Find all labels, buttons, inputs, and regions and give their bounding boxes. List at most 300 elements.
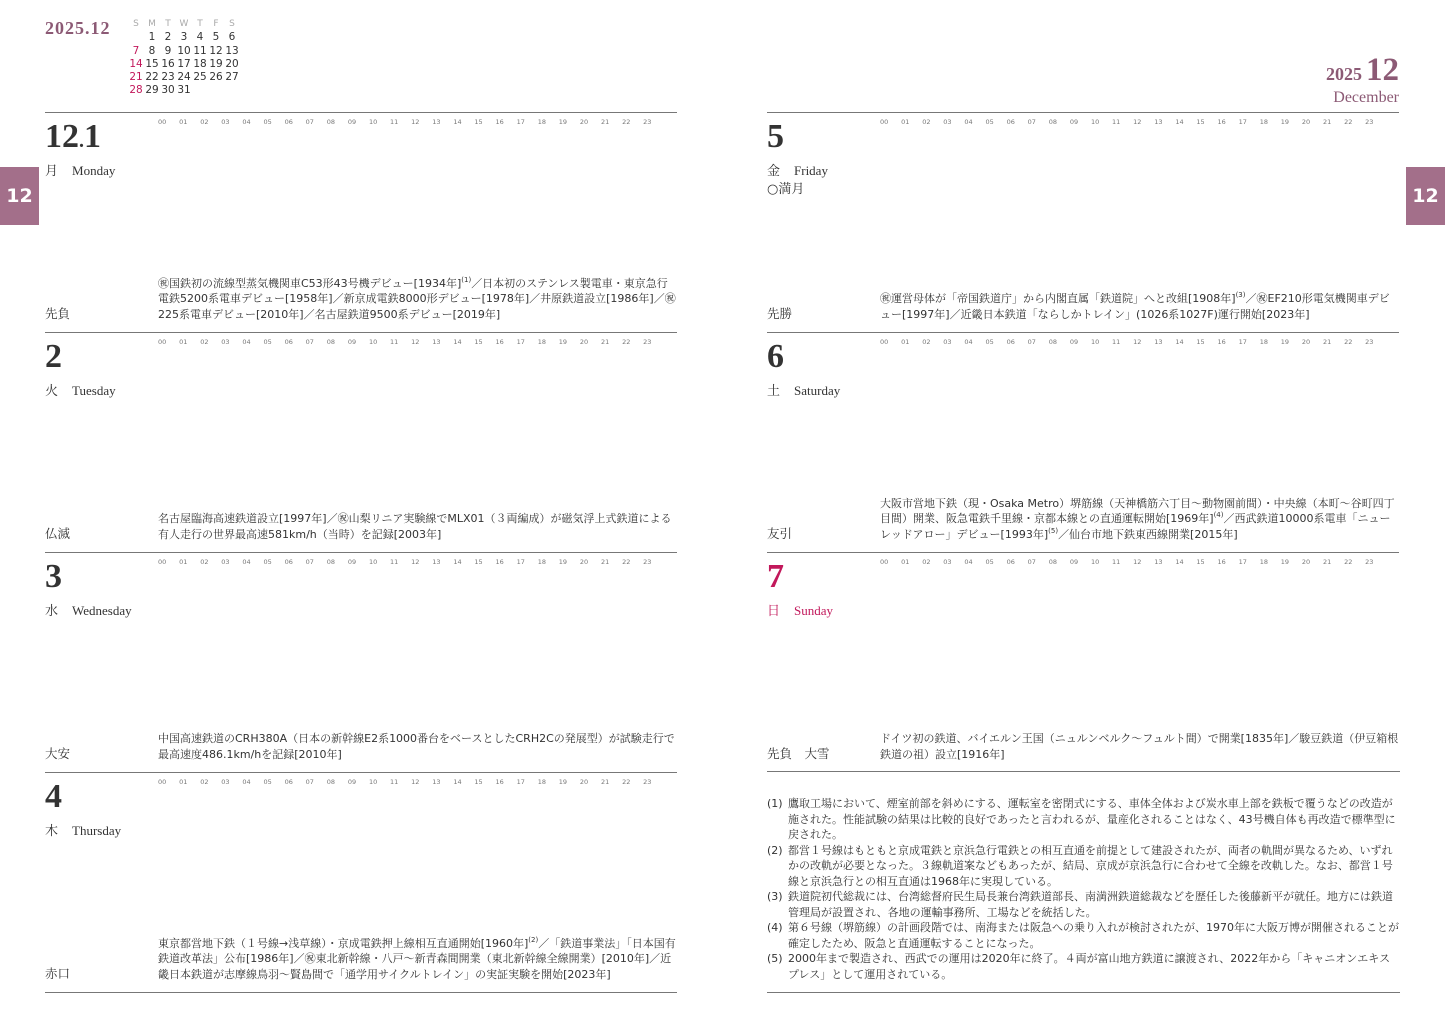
hour-tick-label: 20 [1301, 338, 1311, 346]
entry-text: ドイツ初の鉄道、バイエルン王国（ニュルンベルク〜フュルト間）で開業[1835年]／駿豆鉄道（伊豆箱根鉄道の祖）設立[1916年] [880, 732, 1399, 761]
weekday [45, 160, 115, 179]
mini-calendar-date[interactable]: 29 [145, 84, 159, 97]
bottom-rule-right [767, 992, 1400, 993]
hour-tick-label: 16 [1217, 118, 1226, 126]
hour-tick-label: 09 [347, 778, 357, 786]
hour-tick-label: 10 [368, 558, 378, 566]
mini-calendar-date[interactable]: 17 [177, 57, 191, 70]
moon-phase: ○満月 [767, 182, 805, 197]
hour-tick-label: 13 [1154, 118, 1163, 126]
footnote-ref: (5) [1048, 526, 1059, 535]
hour-tick-label: 21 [600, 118, 610, 126]
hour-tick-label: 13 [432, 558, 441, 566]
hour-tick-label: 21 [1322, 558, 1332, 566]
mini-calendar-date[interactable]: 8 [148, 44, 156, 57]
hour-tick-label: 08 [1048, 558, 1058, 566]
weekday [45, 380, 116, 399]
footnote-item [767, 796, 1400, 843]
hour-tick-label: 01 [901, 558, 910, 566]
mini-calendar-weekday-header: S [133, 19, 139, 29]
weekday-en: Sunday [794, 603, 834, 618]
hour-tick-label: 20 [579, 118, 589, 126]
hour-tick-label: 18 [537, 778, 546, 786]
entry-text: ㊗運営母体が「帝国鉄道庁」から内閣直属「鉄道院」へと改組[1908年] [880, 292, 1236, 305]
hour-scale [880, 558, 1386, 566]
mini-calendar-date[interactable]: 12 [209, 44, 223, 57]
hour-tick-label: 11 [1112, 558, 1121, 566]
hour-tick-label: 02 [922, 338, 931, 346]
mini-calendar-date[interactable]: 25 [193, 71, 207, 84]
footnote-ref: (1) [461, 275, 472, 284]
hour-tick-label: 22 [1344, 338, 1353, 346]
hour-tick-label: 23 [1365, 558, 1374, 566]
hour-tick-label: 12 [411, 558, 420, 566]
day-block[interactable] [45, 332, 677, 552]
hour-tick-label: 19 [1280, 338, 1290, 346]
hour-tick-label: 19 [558, 778, 568, 786]
hour-tick-label: 12 [411, 778, 420, 786]
mini-calendar-date [128, 31, 144, 44]
mini-calendar-date[interactable]: 4 [196, 31, 204, 44]
hour-tick-label: 08 [1048, 118, 1058, 126]
hour-tick-label: 07 [1027, 338, 1036, 346]
hour-tick-label: 08 [326, 778, 336, 786]
hour-tick-label: 10 [1090, 338, 1100, 346]
hour-tick-label: 08 [326, 558, 336, 566]
rokuyo-label: 友引 [767, 526, 793, 541]
weekday-jp: 土 [767, 384, 781, 399]
hour-tick-label: 14 [1175, 338, 1184, 346]
hour-tick-label: 22 [622, 558, 631, 566]
mini-calendar-week [128, 84, 240, 97]
weekday [767, 160, 828, 179]
hour-tick-label: 18 [1259, 118, 1268, 126]
hour-tick-label: 00 [158, 558, 167, 566]
hour-tick-label: 15 [474, 778, 483, 786]
hour-tick-label: 10 [368, 778, 378, 786]
hour-tick-label: 07 [1027, 118, 1036, 126]
hour-tick-label: 03 [943, 118, 952, 126]
hour-tick-label: 04 [964, 118, 973, 126]
hour-tick-label: 01 [179, 338, 188, 346]
hour-tick-label: 11 [390, 558, 399, 566]
month-tab-left[interactable]: 12 [0, 167, 39, 225]
hour-tick-label: 21 [600, 338, 610, 346]
day-month-number: 12 [45, 118, 79, 155]
hour-tick-label: 21 [600, 778, 610, 786]
hour-tick-label: 09 [347, 118, 357, 126]
mini-calendar-week [128, 71, 240, 84]
header-year: 2025 [1326, 64, 1362, 84]
hour-tick-label: 15 [474, 118, 483, 126]
day-entry [158, 731, 677, 762]
hour-tick-label: 11 [390, 778, 399, 786]
hour-tick-label: 06 [284, 118, 293, 126]
hour-tick-label: 00 [158, 778, 167, 786]
hour-tick-label: 09 [1069, 338, 1079, 346]
hour-tick-label: 02 [200, 778, 209, 786]
hour-tick-label: 05 [263, 118, 272, 126]
hour-tick-label: 11 [390, 118, 399, 126]
mini-calendar-week [128, 31, 240, 44]
entry-text: ／西武鉄道10000系電車「ニューレッドアロー」デビュー[1993年] [880, 512, 1391, 541]
hour-tick-label: 15 [1196, 118, 1205, 126]
day-number [45, 560, 62, 594]
footnote-item [767, 889, 1400, 920]
hour-tick-label: 07 [305, 558, 314, 566]
hour-tick-label: 03 [221, 558, 230, 566]
rokuyo-label: 先負 大雪 [767, 746, 830, 761]
hour-tick-label: 23 [643, 338, 652, 346]
mini-calendar-date[interactable]: 5 [212, 31, 220, 44]
hour-tick-label: 22 [1344, 118, 1353, 126]
hour-tick-label: 03 [943, 558, 952, 566]
day-entry [880, 291, 1399, 322]
header-month: 12 [1366, 52, 1399, 88]
entry-text: ㊗国鉄初の流線型蒸気機関車C53形43号機デビュー[1934年] [158, 276, 462, 290]
day-divider [45, 552, 677, 553]
rokuyo-label: 仏滅 [45, 526, 71, 541]
mini-calendar-year-month: 2025.12 [45, 18, 111, 38]
mini-calendar-date[interactable]: 3 [180, 31, 188, 44]
hour-tick-label: 03 [943, 338, 952, 346]
weekday-jp: 水 [45, 604, 59, 619]
footnote-number: (1) [767, 797, 783, 810]
hour-tick-label: 02 [200, 118, 209, 126]
hour-tick-label: 17 [516, 338, 525, 346]
mini-calendar-weekday-header: T [165, 19, 171, 29]
hour-tick-label: 05 [263, 338, 272, 346]
hour-tick-label: 12 [411, 118, 420, 126]
hour-tick-label: 07 [305, 778, 314, 786]
hour-tick-label: 22 [622, 118, 631, 126]
hour-tick-label: 09 [1069, 118, 1079, 126]
mini-calendar-date [224, 84, 240, 97]
mini-calendar-weekday-header: F [213, 19, 219, 29]
day-date: 4 [45, 778, 62, 815]
day-block[interactable] [767, 332, 1399, 552]
hour-tick-label: 02 [200, 338, 209, 346]
day-divider [45, 332, 677, 333]
hour-tick-label: 14 [453, 338, 462, 346]
mini-calendar-date[interactable]: 20 [225, 57, 239, 70]
hour-tick-label: 17 [1238, 118, 1247, 126]
hour-tick-label: 06 [1006, 558, 1015, 566]
mini-calendar-date[interactable]: 6 [228, 31, 236, 44]
mini-calendar-date[interactable]: 21 [129, 71, 143, 84]
entry-text: ／仙台市地下鉄東西線開業[2015年] [1058, 527, 1238, 541]
footnote-item [767, 843, 1400, 890]
hour-tick-label: 19 [558, 338, 568, 346]
hour-tick-label: 21 [1322, 338, 1332, 346]
weekday-en: Saturday [794, 383, 841, 398]
hour-tick-label: 19 [1280, 558, 1290, 566]
hour-tick-label: 21 [600, 558, 610, 566]
month-tab-right[interactable]: 12 [1406, 167, 1445, 225]
day-number [767, 340, 784, 374]
hour-tick-label: 03 [221, 778, 230, 786]
hour-tick-label: 00 [880, 118, 889, 126]
mini-calendar-date[interactable]: 15 [145, 57, 159, 70]
hour-tick-label: 18 [537, 118, 546, 126]
hour-tick-label: 06 [1006, 338, 1015, 346]
hour-scale [880, 118, 1386, 126]
hour-tick-label: 08 [326, 118, 336, 126]
hour-tick-label: 15 [474, 338, 483, 346]
hour-tick-label: 16 [495, 778, 504, 786]
hour-tick-label: 18 [1259, 338, 1268, 346]
footnote-item [767, 920, 1400, 951]
hour-tick-label: 23 [643, 778, 652, 786]
hour-tick-label: 18 [537, 558, 546, 566]
hour-tick-label: 13 [432, 118, 441, 126]
weekday [767, 380, 840, 399]
hour-tick-label: 20 [579, 338, 589, 346]
mini-calendar-week [128, 45, 240, 58]
weekday-jp: 日 [767, 604, 781, 619]
hour-tick-label: 07 [1027, 558, 1036, 566]
hour-tick-label: 20 [1301, 558, 1311, 566]
hour-tick-label: 09 [1069, 558, 1079, 566]
hour-tick-label: 00 [158, 118, 167, 126]
day-entry [158, 511, 677, 542]
hour-tick-label: 17 [516, 778, 525, 786]
day-entry [880, 496, 1399, 543]
hour-tick-label: 06 [1006, 118, 1015, 126]
hour-tick-label: 03 [221, 338, 230, 346]
bottom-rule-left [45, 992, 677, 993]
hour-tick-label: 16 [1217, 338, 1226, 346]
day-entry [158, 276, 677, 323]
day-date: 5 [767, 118, 784, 155]
hour-scale [158, 338, 664, 346]
hour-tick-label: 13 [1154, 558, 1163, 566]
mini-calendar-date[interactable]: 26 [209, 71, 223, 84]
hour-tick-label: 12 [1133, 118, 1142, 126]
hour-scale [880, 338, 1386, 346]
day-number [45, 120, 101, 154]
weekday-jp: 金 [767, 164, 781, 179]
hour-tick-label: 05 [985, 338, 994, 346]
entry-text: 大阪市営地下鉄（現・Osaka Metro）堺筋線（天神橋筋六丁目〜動物園前間）・中央線（本町〜谷町四丁目間）開業、阪急電鉄千里線・京都本線との直通運転開始[1969年] [880, 496, 1395, 525]
day-date: 6 [767, 338, 784, 375]
day-date: 7 [767, 558, 784, 595]
hour-tick-label: 05 [263, 558, 272, 566]
hour-tick-label: 23 [1365, 118, 1374, 126]
hour-tick-label: 13 [432, 338, 441, 346]
footnote-item [767, 951, 1400, 982]
hour-scale [158, 558, 664, 566]
footnote-text: 2000年まで製造され、西武での運用は2020年に終了。４両が富山地方鉄道に譲渡され、2022年から「キャニオンエキスプレス」として運用されている。 [788, 952, 1391, 981]
hour-tick-label: 05 [985, 558, 994, 566]
weekday-en: Thursday [72, 823, 122, 838]
hour-tick-label: 01 [901, 338, 910, 346]
hour-tick-label: 07 [305, 118, 314, 126]
rokuyo-label: 大安 [45, 746, 71, 761]
rokuyo-label: 先負 [45, 306, 71, 321]
hour-tick-label: 11 [390, 338, 399, 346]
entry-text: ／日本初のステンレス製電車・東京急行電鉄5200系電車デビュー[1958年]／新京成電鉄8000形デビュー[1978年]／井原鉄道設立[1986年]／㊗225系電車デビュー[2010年]／名古屋鉄道9500系デビュー[2019年] [158, 276, 676, 321]
day-block[interactable] [45, 112, 677, 332]
hour-tick-label: 10 [1090, 118, 1100, 126]
hour-tick-label: 11 [1112, 338, 1121, 346]
mini-calendar-date[interactable]: 31 [177, 84, 191, 97]
hour-tick-label: 18 [537, 338, 546, 346]
hour-tick-label: 07 [305, 338, 314, 346]
day-date: 1 [84, 118, 101, 155]
day-number [45, 780, 62, 814]
hour-tick-label: 14 [1175, 558, 1184, 566]
mini-calendar-date[interactable]: 13 [225, 44, 239, 57]
hour-tick-label: 16 [495, 558, 504, 566]
mini-calendar-date[interactable]: 2 [164, 31, 172, 44]
day-entry [880, 731, 1399, 762]
hour-tick-label: 16 [1217, 558, 1226, 566]
day-number [767, 560, 784, 594]
day-date: 3 [45, 558, 62, 595]
mini-calendar-date[interactable]: 23 [161, 71, 175, 84]
day-date: 2 [45, 338, 62, 375]
hour-tick-label: 10 [1090, 558, 1100, 566]
hour-tick-label: 04 [964, 558, 973, 566]
footnote-text: 第６号線（堺筋線）の計画段階では、南海または阪急への乗り入れが検討されたが、1970年に大阪万博が開催されることが確定したため、阪急と直通運転することになった。 [788, 921, 1399, 950]
hour-tick-label: 14 [1175, 118, 1184, 126]
mini-calendar-date[interactable]: 28 [129, 84, 143, 97]
day-block[interactable] [45, 772, 677, 992]
rokuyo-label: 先勝 [767, 306, 793, 321]
mini-calendar [128, 18, 240, 98]
hour-tick-label: 08 [326, 338, 336, 346]
hour-tick-label: 02 [200, 558, 209, 566]
mini-calendar-date[interactable]: 27 [225, 71, 239, 84]
hour-tick-label: 15 [474, 558, 483, 566]
mini-calendar-date[interactable]: 24 [177, 71, 191, 84]
mini-calendar-weekday-header: M [148, 19, 156, 29]
mini-calendar-date[interactable]: 1 [148, 31, 156, 44]
footnote-number: (2) [767, 843, 783, 857]
weekday [45, 820, 121, 839]
footnote-number: (3) [767, 890, 783, 903]
hour-tick-label: 12 [1133, 338, 1142, 346]
footnote-text: 鷹取工場において、煙室前部を斜めにする、運転室を密閉式にする、車体全体および炭水車上部を鉄板で覆うなどの改造が施された。性能試験の結果は比較的良好であったと言われるが、量産化されることはなく、43号機自体も再改造で標準型に戻された。 [788, 797, 1396, 841]
mini-calendar-date[interactable]: 22 [145, 71, 159, 84]
mini-calendar-date[interactable]: 14 [129, 57, 143, 70]
hour-tick-label: 00 [880, 558, 889, 566]
hour-tick-label: 18 [1259, 558, 1268, 566]
weekday-jp: 火 [45, 384, 59, 399]
hour-tick-label: 10 [368, 118, 378, 126]
mini-calendar-date[interactable]: 10 [177, 44, 191, 57]
mini-calendar-date[interactable]: 16 [161, 57, 175, 70]
hour-tick-label: 04 [242, 778, 251, 786]
hour-tick-label: 11 [1112, 118, 1121, 126]
header-month-english: December [1333, 89, 1399, 106]
day-separator: . [79, 130, 84, 152]
day-divider [45, 772, 677, 773]
notes-top-rule [767, 771, 1400, 772]
hour-tick-label: 05 [263, 778, 272, 786]
day-divider [767, 332, 1399, 333]
day-number [45, 340, 62, 374]
hour-tick-label: 01 [901, 118, 910, 126]
hour-tick-label: 01 [179, 118, 188, 126]
weekday-jp: 木 [45, 824, 59, 839]
hour-tick-label: 19 [558, 558, 568, 566]
entry-text: 東京都営地下鉄（１号線→浅草線）・京成電鉄押上線相互直通開始[1960年] [158, 936, 529, 950]
hour-tick-label: 20 [579, 558, 589, 566]
day-block[interactable] [45, 552, 677, 772]
footnote-text: 都営１号線はもともと京成電鉄と京浜急行電鉄との相互直通を前提として建設されたが、両者の軌間が異なるため、いずれかの改軌が必要となった。３線軌道案などもあったが、結局、京成が京浜急行に合わせて全線を改軌した。なお、都営１号線と京浜急行との相互直通は1968年に実現している。 [788, 843, 1393, 888]
mini-calendar-date[interactable]: 18 [193, 57, 207, 70]
day-divider [767, 552, 1399, 553]
hour-tick-label: 05 [985, 118, 994, 126]
mini-calendar-date [208, 84, 224, 97]
mini-calendar-date[interactable]: 9 [164, 44, 172, 57]
hour-tick-label: 14 [453, 118, 462, 126]
hour-tick-label: 04 [242, 558, 251, 566]
hour-tick-label: 14 [453, 778, 462, 786]
hour-tick-label: 13 [432, 778, 441, 786]
day-block[interactable] [767, 112, 1399, 332]
hour-tick-label: 22 [622, 778, 631, 786]
footnote-number: (4) [767, 921, 783, 934]
hour-tick-label: 19 [1280, 118, 1290, 126]
mini-calendar-date[interactable]: 7 [132, 44, 140, 57]
day-block[interactable] [767, 552, 1399, 772]
hour-tick-label: 04 [242, 118, 251, 126]
entry-text: 中国高速鉄道のCRH380A（日本の新幹線E2系1000番台をベースとしたCRH2Cの発展型）が試験走行で最高速度486.1km/hを記録[2010年] [158, 732, 675, 761]
day-divider [45, 112, 677, 113]
hour-tick-label: 12 [1133, 558, 1142, 566]
hour-tick-label: 19 [558, 118, 568, 126]
hour-tick-label: 23 [643, 118, 652, 126]
footnote-ref: (3) [1235, 291, 1246, 299]
hour-tick-label: 08 [1048, 338, 1058, 346]
mini-calendar-date[interactable]: 19 [209, 57, 223, 70]
hour-tick-label: 22 [1344, 558, 1353, 566]
weekday-en: Tuesday [72, 383, 116, 398]
hour-tick-label: 09 [347, 338, 357, 346]
hour-tick-label: 16 [495, 338, 504, 346]
footnotes [767, 796, 1400, 982]
hour-tick-label: 02 [922, 118, 931, 126]
hour-tick-label: 22 [622, 338, 631, 346]
hour-tick-label: 06 [284, 778, 293, 786]
mini-calendar-date[interactable]: 11 [193, 44, 207, 57]
day-number [767, 120, 784, 154]
mini-calendar-week [128, 58, 240, 71]
footnote-ref: (4) [1213, 511, 1224, 519]
day-entry [158, 936, 677, 983]
hour-tick-label: 00 [880, 338, 889, 346]
hour-tick-label: 21 [1322, 118, 1332, 126]
hour-tick-label: 23 [1365, 338, 1374, 346]
hour-tick-label: 15 [1196, 558, 1205, 566]
mini-calendar-weekday-header: W [179, 19, 189, 29]
weekday [45, 600, 132, 619]
hour-scale [158, 778, 664, 786]
mini-calendar-weekday-header: S [229, 19, 235, 29]
hour-tick-label: 14 [453, 558, 462, 566]
hour-tick-label: 20 [1301, 118, 1311, 126]
footnote-ref: (2) [528, 935, 539, 944]
mini-calendar-date[interactable]: 30 [161, 84, 175, 97]
mini-calendar-weekday-header: T [197, 19, 203, 29]
entry-text: 名古屋臨海高速鉄道設立[1997年]／㊗山梨リニア実験線でMLX01（３両編成）が磁気浮上式鉄道による有人走行の世界最高速581km/h（当時）を記録[2003年] [158, 512, 672, 541]
hour-tick-label: 15 [1196, 338, 1205, 346]
hour-tick-label: 02 [922, 558, 931, 566]
hour-tick-label: 13 [1154, 338, 1163, 346]
